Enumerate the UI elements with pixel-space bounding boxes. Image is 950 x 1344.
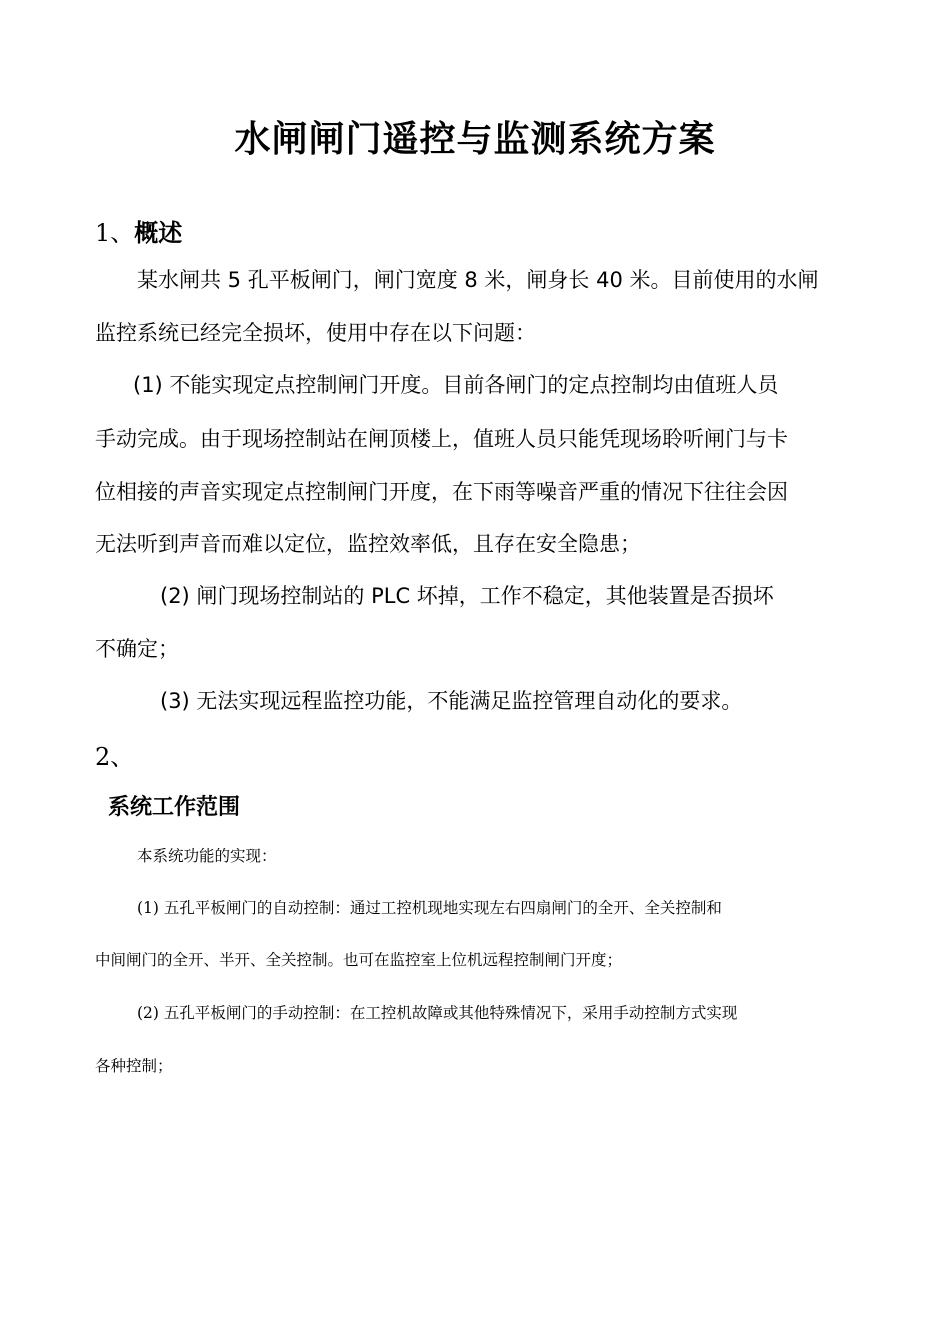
section-2-heading (95, 740, 134, 774)
paragraph-line: (1) 不能实现定点控制闸门开度。目前各闸门的定点控制均由值班人员 (133, 373, 779, 397)
section-1-number: 1、 (95, 219, 135, 247)
section-1-heading (95, 216, 182, 250)
paragraph-line: 某水闸共 5 孔平板闸门，闸门宽度 8 米，闸身长 40 米。目前使用的水闸 (137, 268, 819, 292)
section-2-number: 2、 (95, 743, 135, 771)
section-1-title: 概述 (134, 219, 183, 247)
section-2-title: 系统工作范围 (108, 795, 241, 820)
paragraph-line: 不确定； (95, 637, 179, 661)
paragraph-line: 监控系统已经完全损坏，使用中存在以下问题： (95, 321, 536, 345)
paragraph-line: 手动完成。由于现场控制站在闸顶楼上，值班人员只能凭现场聆听闸门与卡 (95, 427, 788, 451)
paragraph-line: 本系统功能的实现： (137, 847, 277, 865)
paragraph-line: 位相接的声音实现定点控制闸门开度，在下雨等噪音严重的情况下往往会因 (95, 480, 788, 504)
paragraph-line: (2) 闸门现场控制站的 PLC 坏掉，工作不稳定，其他装置是否损坏 (160, 584, 774, 608)
document-title: 水闸闸门遥控与监测系统方案 (234, 119, 716, 160)
paragraph-line: 无法听到声音而难以定位，监控效率低，且存在安全隐患； (95, 532, 641, 556)
paragraph-line: 各种控制； (95, 1057, 173, 1075)
paragraph-line: (2) 五孔平板闸门的手动控制：在工控机故障或其他特殊情况下，采用手动控制方式实现 (137, 1004, 738, 1022)
paragraph-line: 中间闸门的全开、半开、全关控制。也可在监控室上位机远程控制闸门开度； (95, 951, 623, 969)
paragraph-line: (1) 五孔平板闸门的自动控制：通过工控机现地实现左右四扇闸门的全开、全关控制和 (137, 899, 722, 917)
paragraph-line: (3) 无法实现远程监控功能，不能满足监控管理自动化的要求。 (160, 689, 743, 713)
